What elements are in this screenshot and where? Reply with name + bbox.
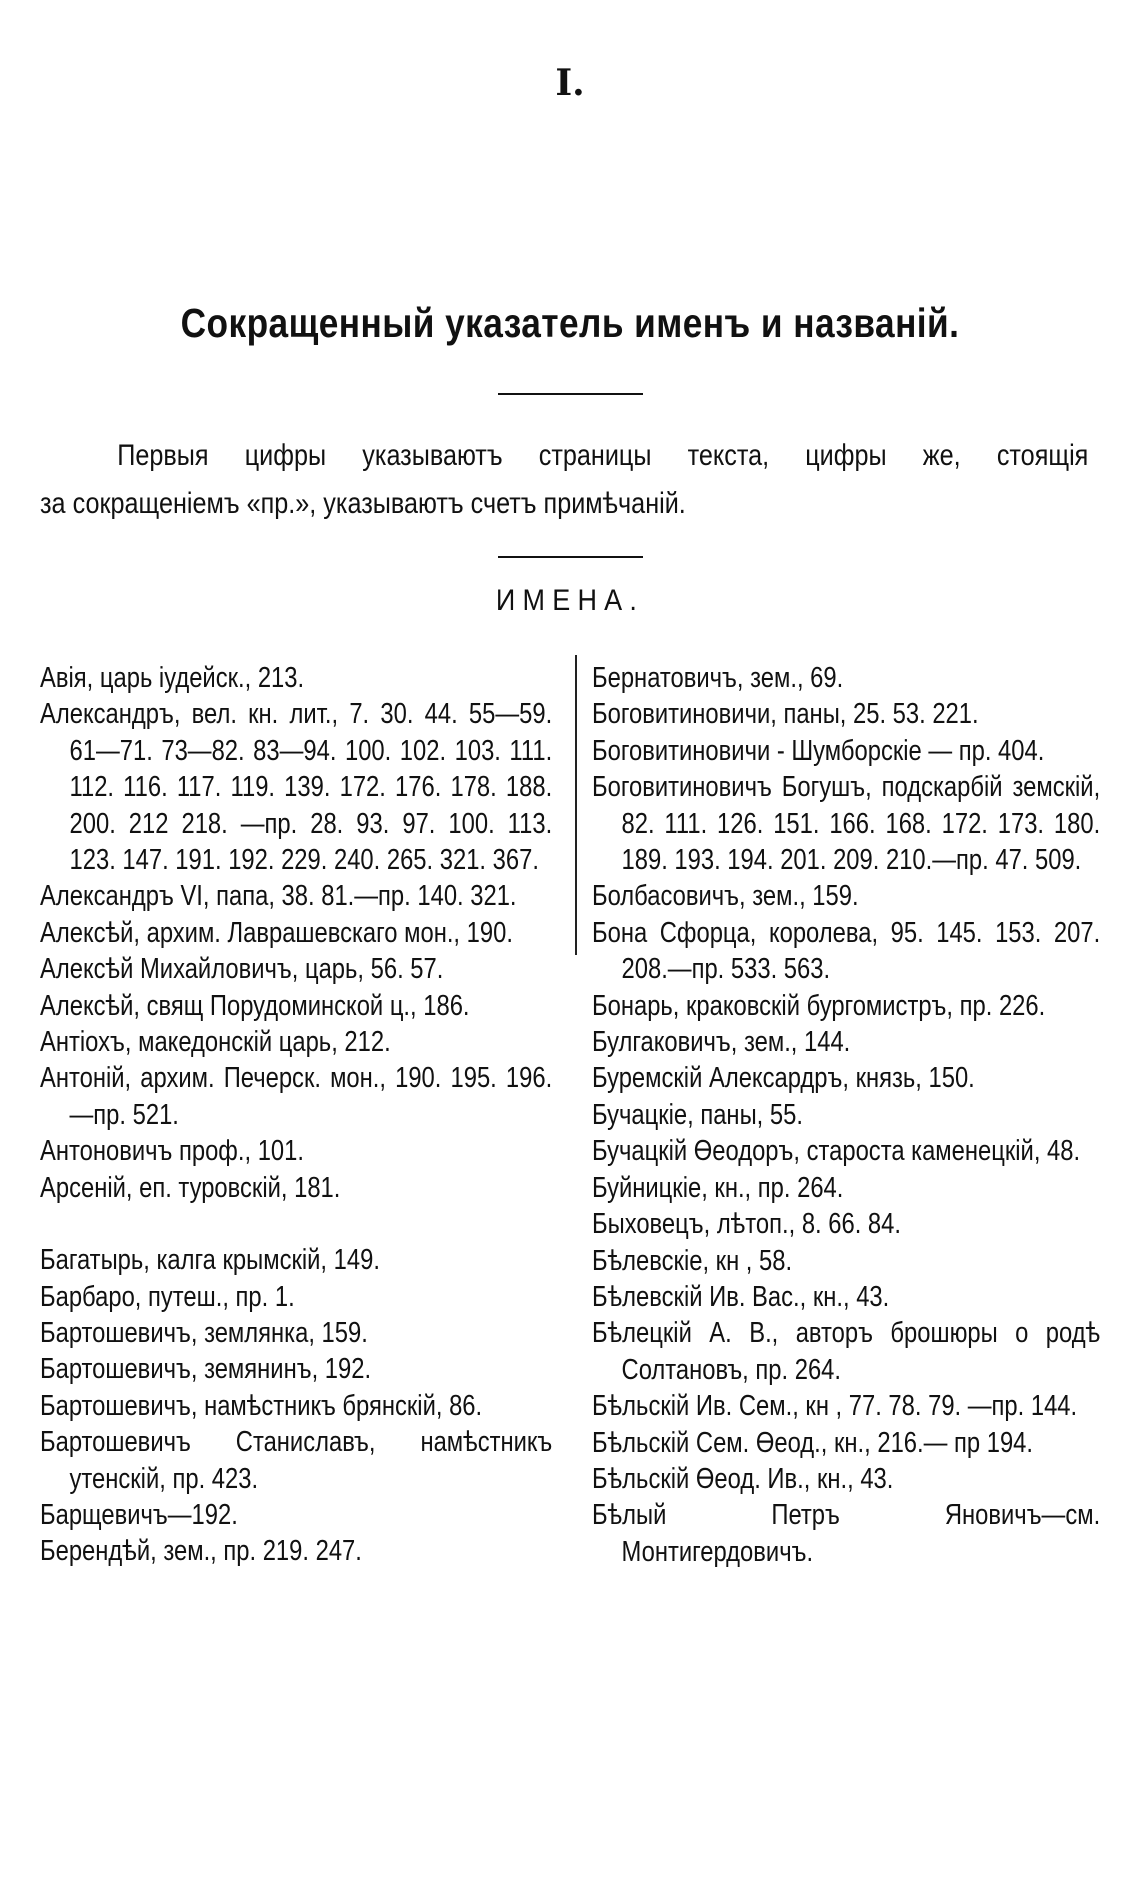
index-entry <box>40 988 552 1024</box>
index-entry-text: Боговитиновичи, паны, 25. 53. 221. <box>592 698 979 731</box>
index-entry <box>40 1279 552 1315</box>
index-entry-text: Бѣльскій Сем. Өеод., кн., 216.— пр 194. <box>592 1426 1034 1459</box>
index-entry <box>40 1351 552 1387</box>
index-entry <box>40 1024 552 1060</box>
index-entry <box>592 1461 1100 1497</box>
page-number: I. <box>555 62 585 104</box>
index-entry <box>40 878 552 914</box>
index-entry <box>40 660 552 696</box>
index-entry <box>592 1206 1100 1242</box>
index-entry-text: Алексѣй Михайловичъ, царь, 56. 57. <box>40 953 444 986</box>
index-entry <box>592 1388 1100 1424</box>
index-entry-text: Боговитиновичи - Шумборскіе — пр. 404. <box>592 734 1045 767</box>
index-entry-text: Алексѣй, архим. Лаврашевскаго мон., 190. <box>40 916 513 949</box>
index-entry-text: Бартошевичъ Станиславъ, намѣстникъ утенскій, пр. 423. <box>40 1426 553 1495</box>
index-entry-text: Буремскій Алексардръ, князь, 150. <box>592 1062 975 1095</box>
index-entry <box>40 1497 552 1533</box>
index-entry <box>592 1170 1100 1206</box>
index-entry <box>40 1388 552 1424</box>
left-column <box>40 660 552 1570</box>
index-entry <box>592 1243 1100 1279</box>
index-entry-text: Бернатовичъ, зем., 69. <box>592 662 844 694</box>
index-entry-text: Болбасовичъ, зем., 159. <box>592 880 859 913</box>
index-entry-text: Алексѣй, свящ Порудоминской ц., 186. <box>40 989 470 1022</box>
index-entry-text: Антоній, архим. Печерск. мон., 190. 195. 196.—пр. 521. <box>40 1062 553 1131</box>
note-line-2: за сокращеніемъ «пр.», указываютъ счетъ примѣчаній. <box>40 487 686 520</box>
index-entry <box>592 915 1100 988</box>
index-entry <box>592 733 1100 769</box>
index-entry <box>592 878 1100 914</box>
index-entry-text: Барбаро, путеш., пр. 1. <box>40 1280 295 1313</box>
index-entry <box>592 1315 1100 1388</box>
index-entry <box>40 1060 552 1133</box>
index-entry-text: Барщевичъ—192. <box>40 1498 238 1531</box>
index-entry-text: Бѣлевскіе, кн , 58. <box>592 1244 793 1277</box>
page-title: Сокращенный указатель именъ и названій. <box>180 300 960 346</box>
index-entry-text: Буйницкіе, кн., пр. 264. <box>592 1171 844 1204</box>
index-entry-text: Александръ, вел. кн. лит., 7. 30. 44. 55—59. 61—71. 73—82. 83—94. 100. 102. 103. 111. 112. 116. 117. 119. 139. 172. 176. 178. 188. 200. 212 218. —пр. 28. 93. 97. 100. 113. 123. 147. 191. 192. 229. 240. 265. 321. 367. <box>40 698 553 877</box>
index-entry-text: Бартошевичъ, земянинъ, 192. <box>40 1353 372 1386</box>
index-entry <box>592 1097 1100 1133</box>
index-entry-text: Бѣльскій Ив. Сем., кн , 77. 78. 79. —пр. 144. <box>592 1390 1078 1423</box>
index-entry <box>592 1497 1100 1570</box>
index-entry-text: Бучацкій Өеодоръ, староста каменецкій, 48. <box>592 1135 1081 1168</box>
index-entry-text: Бѣлевскій Ив. Вас., кн., 43. <box>592 1280 890 1313</box>
index-entry <box>40 1533 552 1569</box>
index-entry <box>40 915 552 951</box>
index-entry-text: Авія, царь іудейск., 213. <box>40 662 305 694</box>
index-entry-text: Булгаковичъ, зем., 144. <box>592 1026 851 1059</box>
note-rule <box>498 556 643 558</box>
index-entry-text: Боговитиновичъ Богушъ, подскарбій земскій, 82. 111. 126. 151. 166. 168. 172. 173. 180. 189. 193. 194. 201. 209. 210.—пр. 47. 509. <box>592 771 1101 877</box>
section-heading: ИМЕНА. <box>495 584 645 617</box>
index-entry <box>40 1133 552 1169</box>
index-entry-text: Бартошевичъ, землянка, 159. <box>40 1316 368 1349</box>
index-entry-text: Бартошевичъ, намѣстникъ брянскій, 86. <box>40 1389 483 1422</box>
index-entry-text: Багатырь, калга крымскій, 149. <box>40 1244 380 1277</box>
right-column <box>592 660 1100 1570</box>
index-entry <box>592 660 1100 696</box>
index-entry <box>40 696 552 878</box>
index-entry <box>592 769 1100 878</box>
index-entry <box>592 1133 1100 1169</box>
note-line-1: Первыя цифры указываютъ страницы текста, цифры же, стоящія <box>117 439 1089 472</box>
index-entry-text: Быховецъ, лѣтоп., 8. 66. 84. <box>592 1208 901 1241</box>
index-entry-text: Александръ VI, папа, 38. 81.—пр. 140. 321. <box>40 880 517 913</box>
index-entry-text: Антоновичъ проф., 101. <box>40 1135 304 1168</box>
index-entry <box>40 1170 552 1206</box>
index-entry <box>592 696 1100 732</box>
index-entry <box>40 1315 552 1351</box>
index-entry <box>40 1242 552 1278</box>
index-entry <box>592 988 1100 1024</box>
explanatory-note <box>40 432 1100 528</box>
entry-gap <box>40 1206 552 1242</box>
index-entry-text: Бона Сфорца, королева, 95. 145. 153. 207. 208.—пр. 533. 563. <box>592 916 1101 986</box>
index-entry-text: Бучацкіе, паны, 55. <box>592 1098 803 1131</box>
index-entry <box>40 951 552 987</box>
index-entry <box>592 1060 1100 1096</box>
index-entry <box>592 1024 1100 1060</box>
index-entry-text: Бѣлый Петръ Яновичъ—см. Монтигердовичъ. <box>592 1499 1101 1568</box>
title-rule <box>498 393 643 395</box>
column-divider <box>575 655 577 955</box>
index-entry <box>592 1425 1100 1461</box>
index-entry-text: Арсеній, еп. туровскій, 181. <box>40 1171 341 1204</box>
index-entry-text: Бѣлецкій А. В., авторъ брошюры о родѣ Солтановъ, пр. 264. <box>592 1317 1101 1386</box>
index-entry <box>592 1279 1100 1315</box>
index-entry <box>40 1424 552 1497</box>
index-entry-text: Антіохъ, македонскій царь, 212. <box>40 1026 391 1059</box>
index-entry-text: Берендѣй, зем., пр. 219. 247. <box>40 1535 362 1568</box>
index-entry-text: Бонарь, краковскій бургомистръ, пр. 226. <box>592 989 1046 1022</box>
index-entry-text: Бѣльскій Өеод. Ив., кн., 43. <box>592 1462 894 1495</box>
